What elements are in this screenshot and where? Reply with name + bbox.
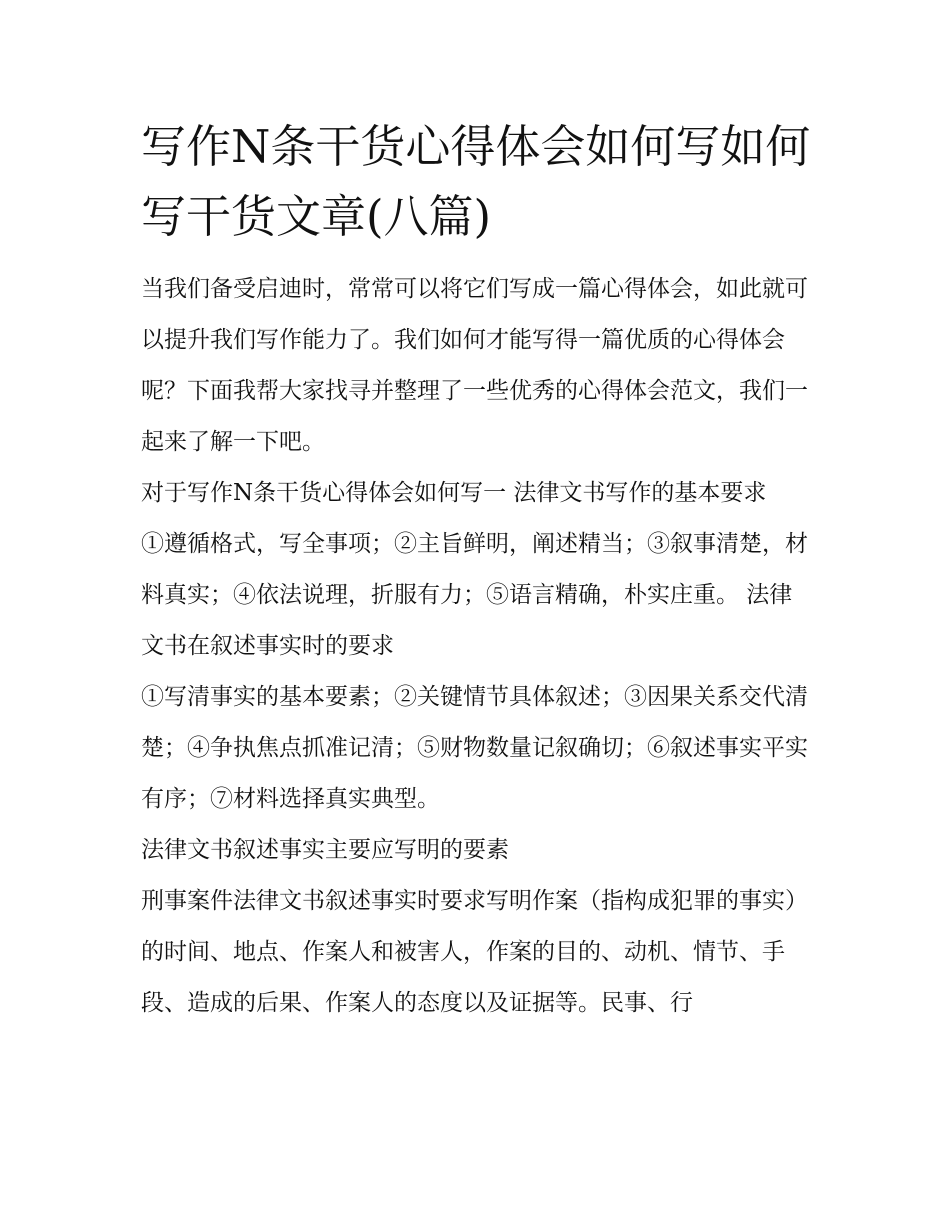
document-title: 写作N条干货心得体会如何写如何写干货文章(八篇)	[141, 120, 811, 243]
document-body	[141, 112, 813, 1029]
intro-paragraph: 当我们备受启迪时，常常可以将它们写成一篇心得体会，如此就可以提升我们写作能力了。我们如何才能写得一篇优质的心得体会呢？下面我帮大家找寻并整理了一些优秀的心得体会范文，我们一起来了解一下吧。	[141, 276, 808, 455]
section-heading-basic-requirements: 对于写作N条干货心得体会如何写一 法律文书写作的基本要求	[141, 480, 767, 506]
section-heading-elements: 法律文书叙述事实主要应写明的要素	[141, 837, 509, 863]
narration-requirements-paragraph: ①写清事实的基本要素；②关键情节具体叙述；③因果关系交代清楚；④争执焦点抓准记清；⑤财物数量记叙确切；⑥叙述事实平实有序；⑦材料选择真实典型。	[141, 684, 808, 812]
requirements-list-paragraph: ①遵循格式，写全事项；②主旨鲜明，阐述精当；③叙事清楚，材料真实；④依法说理，折服有力；⑤语言精确，朴实庄重。 法律文书在叙述事实时的要求	[141, 531, 808, 659]
criminal-case-paragraph: 刑事案件法律文书叙述事实时要求写明作案（指构成犯罪的事实）的时间、地点、作案人和被害人，作案的目的、动机、情节、手段、造成的后果、作案人的态度以及证据等。民事、行	[141, 888, 808, 1016]
